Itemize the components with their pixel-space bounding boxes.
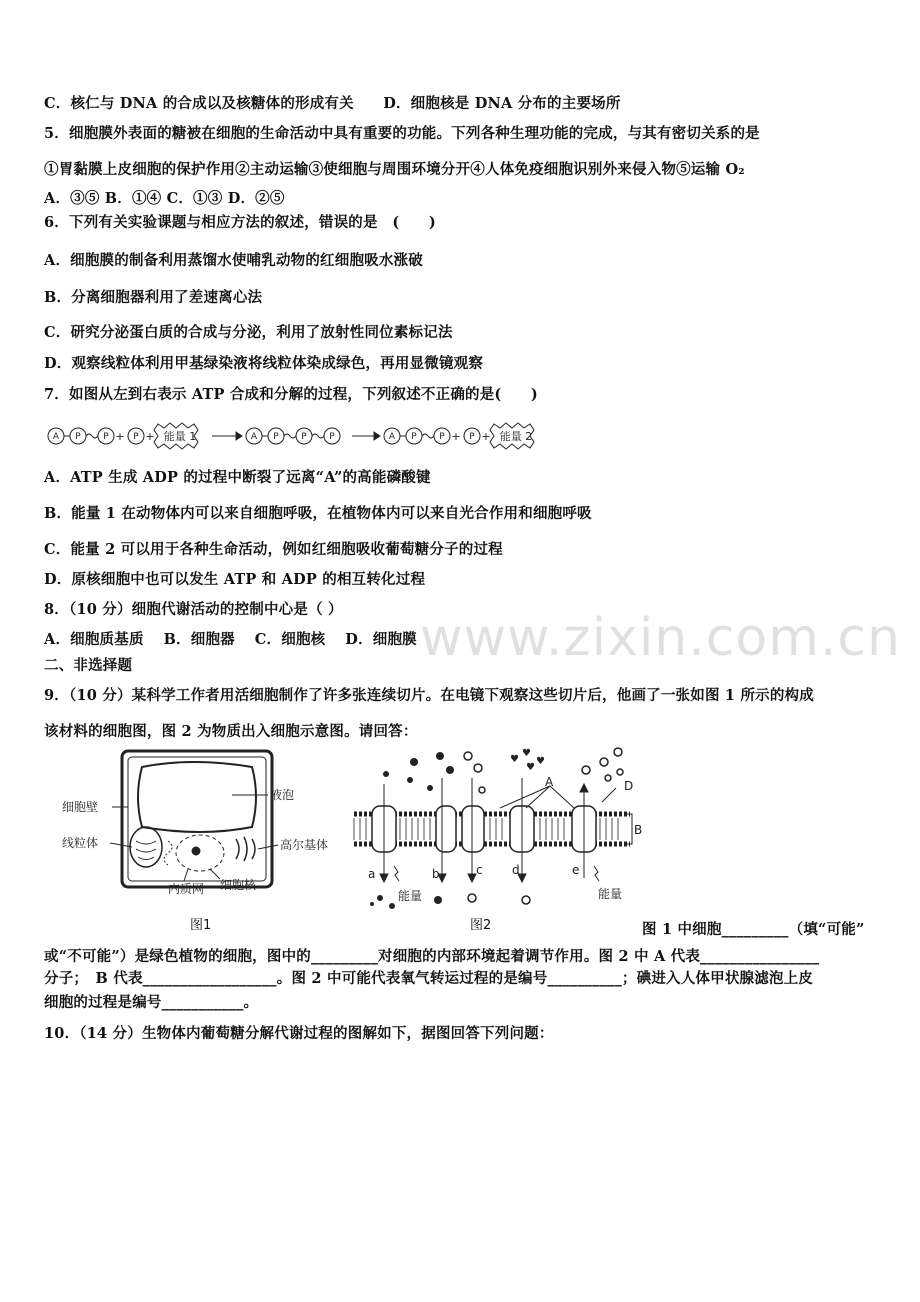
q5-stem: 5．细胞膜外表面的糖被在细胞的生命活动中具有重要的功能。下列各种生理功能的完成，与其有密切关系的是 bbox=[44, 125, 760, 142]
svg-text:能量: 能量 bbox=[398, 889, 423, 903]
q7-option-d: D．原核细胞中也可以发生 ATP 和 ADP 的相互转化过程 bbox=[44, 571, 426, 588]
svg-text:A: A bbox=[250, 432, 258, 442]
q9-stem-1: 9．（10 分）某科学工作者用活细胞制作了许多张连续切片。在电镜下观察这些切片后，他画了一张如图 1 所示的构成 bbox=[44, 687, 814, 704]
svg-text:d: d bbox=[512, 863, 520, 877]
svg-text:b: b bbox=[432, 867, 440, 881]
q9-body-3: 细胞的过程是编号___________。 bbox=[44, 994, 259, 1011]
svg-text:e: e bbox=[572, 863, 580, 877]
svg-text:+: + bbox=[145, 430, 155, 443]
svg-text:P: P bbox=[75, 432, 81, 442]
atp-diagram bbox=[44, 418, 554, 454]
svg-text:细胞壁: 细胞壁 bbox=[62, 800, 99, 814]
q6-stem: 6．下列有关实验课题与相应方法的叙述，错误的是 ( ) bbox=[44, 214, 436, 231]
svg-text:能量 1: 能量 1 bbox=[163, 430, 197, 443]
svg-text:内质网: 内质网 bbox=[168, 882, 205, 896]
svg-text:细胞核: 细胞核 bbox=[220, 878, 257, 892]
svg-text:P: P bbox=[469, 432, 475, 442]
svg-text:线粒体: 线粒体 bbox=[62, 836, 99, 850]
svg-text:+: + bbox=[481, 430, 491, 443]
q8-options: A．细胞质基质 B．细胞器 C．细胞核 D．细胞膜 bbox=[44, 631, 417, 648]
svg-text:P: P bbox=[329, 432, 335, 442]
er-shape bbox=[164, 841, 172, 865]
q5-items: ①胃黏膜上皮细胞的保护作用②主动运输③使细胞与周围环境分开④人体免疫细胞识别外来侵入物⑤运输 O₂ bbox=[44, 161, 745, 178]
svg-text:D: D bbox=[624, 779, 634, 793]
figure1-plant-cell bbox=[60, 745, 340, 895]
protein-b-channel bbox=[436, 806, 456, 852]
svg-text:A: A bbox=[52, 432, 60, 442]
golgi-shape bbox=[236, 837, 255, 861]
figure1-caption: 图1 bbox=[190, 918, 212, 933]
mitochondrion-shape bbox=[130, 827, 162, 867]
section-title: 二、非选择题 bbox=[44, 657, 133, 674]
q5-options: A．③⑤ B．①④ C．①③ D．②⑤ bbox=[44, 190, 285, 207]
q7-option-b: B．能量 1 在动物体内可以来自细胞呼吸，在植物体内可以来自光合作用和细胞呼吸 bbox=[44, 505, 592, 522]
svg-text:P: P bbox=[133, 432, 139, 442]
svg-text:B: B bbox=[634, 823, 643, 837]
svg-text:c: c bbox=[476, 863, 483, 877]
svg-text:高尔基体: 高尔基体 bbox=[280, 838, 329, 852]
svg-text:+: + bbox=[115, 430, 125, 443]
q7-stem: 7．如图从左到右表示 ATP 合成和分解的过程，下列叙述不正确的是( ) bbox=[44, 386, 538, 403]
svg-text:♥: ♥ bbox=[522, 748, 531, 759]
svg-text:+: + bbox=[451, 430, 461, 443]
svg-text:A: A bbox=[388, 432, 396, 442]
q9-stem-2: 该材料的细胞图，图 2 为物质出入细胞示意图。请回答： bbox=[44, 723, 418, 740]
q6-option-d: D．观察线粒体利用甲基绿染液将线粒体染成绿色，再用显微镜观察 bbox=[44, 355, 484, 372]
q4-options-cd: C．核仁与 DNA 的合成以及核糖体的形成有关 D．细胞核是 DNA 分布的主要场所 bbox=[44, 95, 621, 112]
q10-stem: 10．（14 分）生物体内葡萄糖分解代谢过程的图解如下，据图回答下列问题： bbox=[44, 1025, 554, 1042]
svg-text:液泡: 液泡 bbox=[270, 788, 295, 802]
watermark: www.zixin.com.cn bbox=[420, 608, 901, 668]
figure2-membrane bbox=[350, 748, 643, 914]
svg-text:P: P bbox=[273, 432, 279, 442]
svg-text:能量: 能量 bbox=[598, 887, 623, 901]
svg-text:P: P bbox=[301, 432, 307, 442]
svg-text:a: a bbox=[368, 867, 376, 881]
svg-text:♥: ♥ bbox=[536, 756, 545, 767]
svg-text:P: P bbox=[439, 432, 445, 442]
svg-text:P: P bbox=[411, 432, 417, 442]
q7-option-a: A．ATP 生成 ADP 的过程中断裂了远离“A”的高能磷酸键 bbox=[44, 469, 431, 486]
q9-body-2: 分子； B 代表__________________。图 2 中可能代表氧气转运过程的是编号__________；碘进入人体甲状腺滤泡上皮 bbox=[44, 970, 814, 987]
q6-option-c: C．研究分泌蛋白质的合成与分泌，利用了放射性同位素标记法 bbox=[44, 324, 453, 341]
q9-body-1: 或“不可能”）是绿色植物的细胞，图中的_________对细胞的内部环境起着调节作用。图 2 中 A 代表________________ bbox=[44, 948, 820, 965]
svg-text:P: P bbox=[103, 432, 109, 442]
svg-text:A: A bbox=[545, 775, 554, 789]
vacuole-shape bbox=[138, 762, 256, 832]
svg-text:♥: ♥ bbox=[510, 754, 519, 765]
figure2-caption: 图2 bbox=[470, 918, 492, 933]
svg-text:♥: ♥ bbox=[526, 762, 535, 773]
svg-text:能量 2: 能量 2 bbox=[499, 430, 533, 443]
q9-blank-1: 图 1 中细胞_________（填“可能” bbox=[642, 921, 865, 938]
q6-option-a: A．细胞膜的制备利用蒸馏水使哺乳动物的红细胞吸水涨破 bbox=[44, 252, 423, 269]
q7-option-c: C．能量 2 可以用于各种生命活动，例如红细胞吸收葡萄糖分子的过程 bbox=[44, 541, 503, 558]
q8-stem: 8．（10 分）细胞代谢活动的控制中心是（ ） bbox=[44, 601, 343, 618]
q6-option-b: B．分离细胞器利用了差速离心法 bbox=[44, 289, 263, 306]
